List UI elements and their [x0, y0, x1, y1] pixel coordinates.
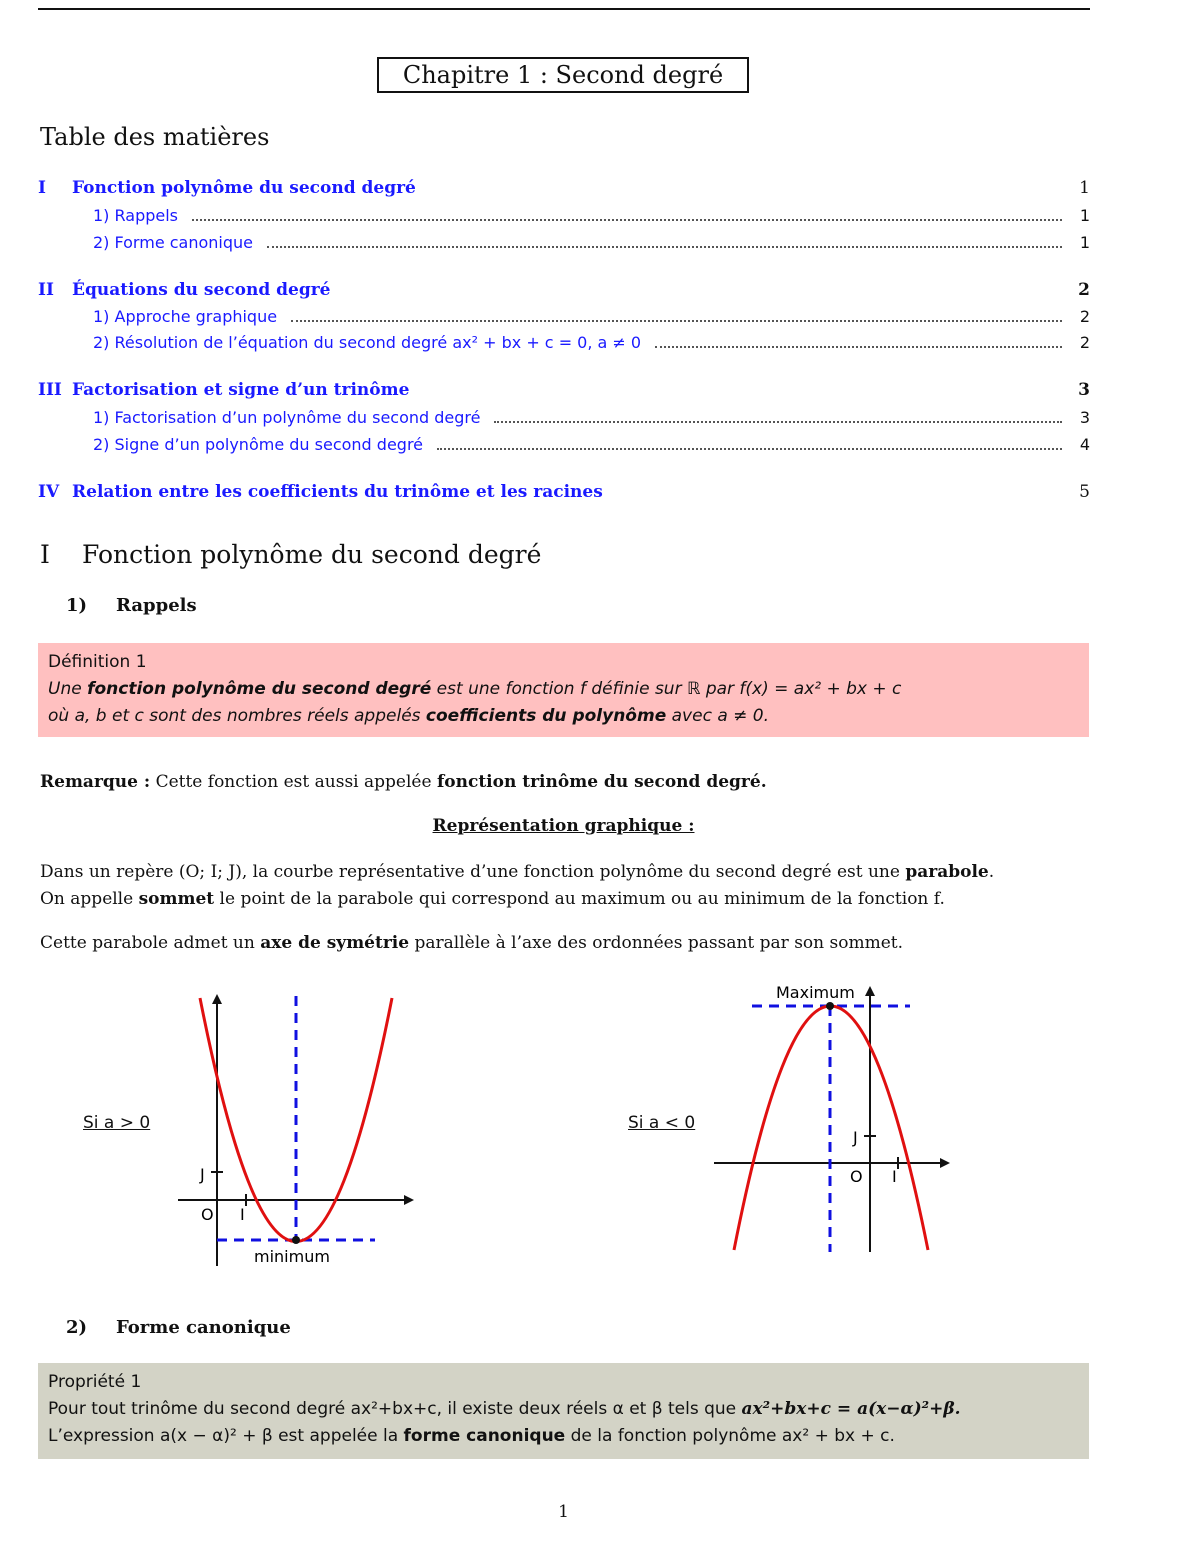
toc-page-number: 3	[1078, 380, 1090, 400]
bold-term: sommet	[138, 889, 215, 909]
text-fragment: le point de la parabole qui correspond au maximum ou au minimum de la fonction f.	[214, 889, 945, 909]
toc-page-number: 1	[1079, 206, 1090, 225]
graph-heading: Représentation graphique :	[432, 816, 695, 836]
toc-subsection-title: 1) Approche graphique	[93, 307, 278, 326]
remark	[40, 772, 767, 792]
text-fragment: avec a ≠ 0.	[666, 706, 770, 726]
toc-page-number: 2	[1078, 280, 1090, 300]
text-fragment: parallèle à l’axe des ordonnées passant par son sommet.	[409, 933, 903, 953]
toc-section-title: Factorisation et signe d’un trinôme	[72, 380, 410, 400]
section-title: Fonction polynôme du second degré	[82, 540, 542, 569]
graph-left	[170, 990, 420, 1270]
toc-subsection-title: 2) Forme canonique	[93, 233, 253, 252]
x-axis-arrow	[404, 1195, 414, 1205]
property-line-2	[48, 1423, 1079, 1450]
toc-section-title: Équations du second degré	[72, 280, 331, 300]
vertex-point	[826, 1002, 834, 1010]
toc-subsection[interactable]	[93, 233, 1090, 252]
i-label: I	[892, 1167, 897, 1186]
bold-term: fonction trinôme du second degré.	[436, 772, 767, 792]
paragraph-1	[40, 862, 994, 882]
property-line-1	[48, 1396, 1079, 1423]
subsection-number: 1)	[66, 595, 88, 616]
subsection-title: Forme canonique	[116, 1317, 291, 1338]
toc-page-number: 2	[1079, 307, 1090, 326]
subsection-title: Rappels	[116, 595, 197, 616]
toc-subsection[interactable]	[93, 206, 1090, 225]
text-fragment: Cette parabole admet un	[40, 933, 261, 953]
toc-section-number: II	[38, 280, 54, 300]
bold-term: parabole	[905, 862, 989, 882]
toc-page-number: 1	[1079, 178, 1090, 198]
definition-title: Définition 1	[48, 652, 147, 672]
remark-label: Remarque :	[40, 772, 151, 792]
toc-subsection-title: 2) Signe d’un polynôme du second degré	[93, 435, 424, 454]
toc-section-number: I	[38, 178, 46, 198]
toc-subsection[interactable]	[93, 408, 1090, 427]
property-title: Propriété 1	[48, 1372, 142, 1392]
graph-right-label: Si a < 0	[628, 1113, 696, 1133]
i-label: I	[240, 1205, 245, 1224]
toc-subsection[interactable]	[93, 333, 1090, 352]
definition-line-1	[48, 676, 1079, 703]
bold-term: coefficients du polynôme	[425, 706, 667, 726]
j-label: J	[853, 1128, 858, 1147]
text-fragment: Une	[48, 679, 88, 699]
text-fragment: Pour tout trinôme du second degré ax²+bx+c, il existe deux réels α et β tels que	[48, 1399, 742, 1419]
toc-subsection-title: 1) Factorisation d’un polynôme du second degré	[93, 408, 481, 427]
text-fragment: L’expression a(x − α)² + β est appelée la	[48, 1426, 404, 1446]
bold-term: fonction polynôme du second degré	[87, 679, 432, 699]
minimum-label: minimum	[254, 1247, 330, 1266]
toc-subsection-title: 2) Résolution de l’équation du second degré ax² + bx + c = 0, a ≠ 0	[93, 333, 642, 352]
text-fragment: Dans un repère (O; I; J), la courbe représentative d’une fonction polynôme du second degré est une	[40, 862, 906, 882]
y-axis-arrow	[865, 986, 875, 996]
origin-label: O	[201, 1205, 214, 1224]
toc-dot-leader	[291, 319, 1062, 322]
graph-right	[710, 978, 960, 1258]
definition-line-2	[48, 703, 1079, 730]
toc-subsection[interactable]	[93, 307, 1090, 326]
section-heading	[40, 540, 541, 569]
toc-dot-leader	[192, 218, 1062, 221]
toc-dot-leader	[267, 245, 1062, 248]
toc-page-number: 2	[1079, 333, 1090, 352]
text-fragment: On appelle	[40, 889, 139, 909]
toc-dot-leader	[655, 345, 1062, 348]
page-number: 1	[558, 1502, 569, 1522]
bold-term: axe de symétrie	[260, 933, 410, 953]
toc-page-number: 3	[1079, 408, 1090, 427]
chapter-title: Chapitre 1 : Second degré	[377, 57, 749, 93]
paragraph-2	[40, 889, 945, 909]
toc-section-3[interactable]	[38, 380, 1090, 400]
toc-page-number: 5	[1079, 482, 1090, 502]
graph-left-label: Si a > 0	[83, 1113, 151, 1133]
text-fragment: de la fonction polynôme ax² + bx + c.	[565, 1426, 895, 1446]
subsection-heading	[66, 1317, 291, 1338]
property-box	[38, 1363, 1089, 1459]
text-fragment: Cette fonction est aussi appelée	[150, 772, 437, 792]
section-number: I	[40, 540, 50, 569]
text-fragment: .	[988, 862, 995, 882]
toc-section-2[interactable]	[38, 280, 1090, 300]
toc-dot-leader	[494, 420, 1062, 423]
vertex-point	[292, 1236, 300, 1244]
subsection-number: 2)	[66, 1317, 88, 1338]
x-axis-arrow	[940, 1158, 950, 1168]
origin-label: O	[850, 1167, 863, 1186]
bold-formula: ax²+bx+c = a(x−α)²+β.	[741, 1399, 961, 1419]
toc-subsection-title: 1) Rappels	[93, 206, 179, 225]
y-axis-arrow	[212, 994, 222, 1004]
toc-dot-leader	[437, 447, 1062, 450]
toc-section-number: III	[38, 380, 62, 400]
text-fragment: est une fonction f définie sur ℝ par f(x) = ax² + bx + c	[431, 679, 902, 699]
definition-box	[38, 643, 1089, 737]
toc-page-number: 1	[1079, 233, 1090, 252]
toc-section-title: Fonction polynôme du second degré	[72, 178, 416, 198]
header-rule	[38, 8, 1090, 10]
toc-section-1[interactable]	[38, 178, 1090, 198]
toc-section-4[interactable]	[38, 482, 1090, 502]
maximum-label: Maximum	[776, 983, 855, 1002]
j-label: J	[200, 1165, 205, 1184]
text-fragment: où a, b et c sont des nombres réels appelés	[48, 706, 426, 726]
paragraph-3	[40, 933, 903, 953]
toc-section-number: IV	[38, 482, 60, 502]
toc-subsection[interactable]	[93, 435, 1090, 454]
toc-section-title: Relation entre les coefficients du trinôme et les racines	[72, 482, 603, 502]
toc-page-number: 4	[1079, 435, 1090, 454]
bold-term: forme canonique	[403, 1426, 566, 1446]
toc-heading: Table des matières	[40, 123, 270, 151]
subsection-heading	[66, 595, 197, 616]
